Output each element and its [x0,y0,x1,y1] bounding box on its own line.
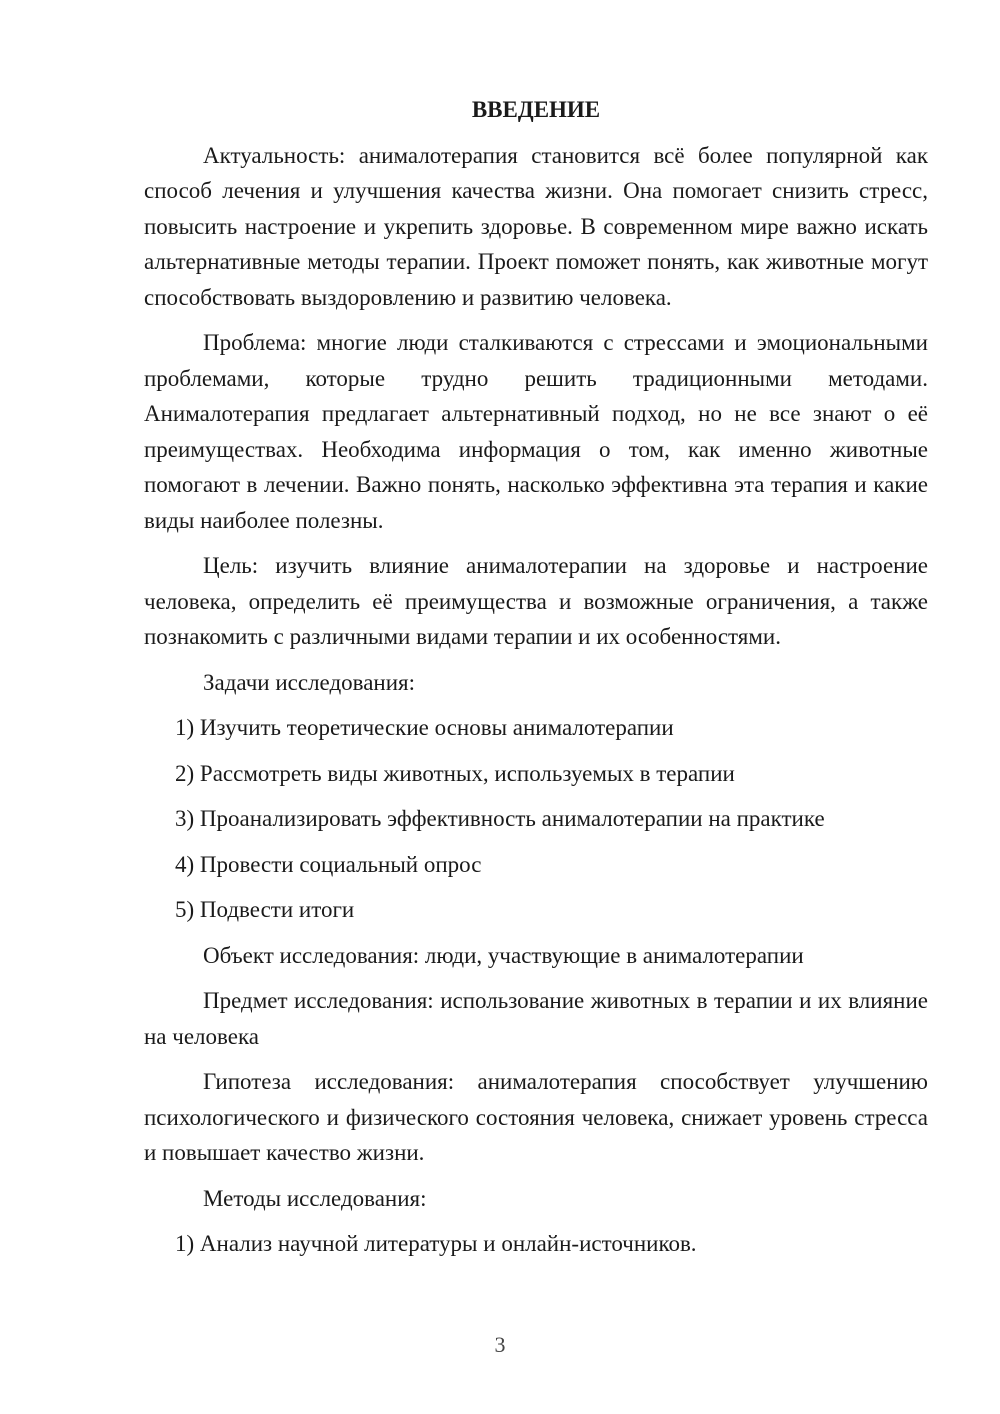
document-page [144,92,928,1272]
problem-paragraph: Проблема: многие люди сталкиваются с стрессами и эмоциональными проблемами, которые трудно решить традиционными методами. Анималотерапия предлагает альтернативный подход, но не все знают о её преимуществах. Необходима информация о том, как именно животные помогают в лечении. Важно понять, насколько эффективна эта терапия и какие виды наиболее полезны. [144,330,928,533]
relevance-paragraph: Актуальность: анималотерапия становится всё более популярной как способ лечения и улучшения качества жизни. Она помогает снизить стресс, повысить настроение и укрепить здоровье. В современном мире важно искать альтернативные методы терапии. Проект поможет понять, как животные могут способствовать выздоровлению и развитию человека. [144,142,928,310]
goal-paragraph: Цель: изучить влияние анималотерапии на здоровье и настроение человека, определить её преимущества и возможные ограничения, а также познакомить с различными видами терапии и их особенностями. [144,553,928,649]
methods-list [144,1226,928,1262]
method-item-1: 1) Анализ научной литературы и онлайн-источников. [175,1231,697,1256]
task-item-5: 5) Подвести итоги [175,897,355,922]
task-item-4: 4) Провести социальный опрос [175,851,482,877]
tasks-heading: Задачи исследования: [203,669,416,695]
task-item-1: 1) Изучить теоретические основы анималотерапии [175,715,674,740]
page-title: ВВЕДЕНИЕ [471,97,601,122]
task-item-3: 3) Проанализировать эффективность анималотерапии на практике [175,806,825,831]
methods-heading: Методы исследования: [203,1185,427,1211]
hypothesis-paragraph: Гипотеза исследования: анималотерапия способствует улучшению психологического и физического состояния человека, снижает уровень стресса и повышает качество жизни. [144,1069,928,1165]
tasks-list [144,710,928,928]
page-number: 3 [494,1332,506,1357]
object-paragraph: Объект исследования: люди, участвующие в анималотерапии [203,942,804,968]
task-item-2: 2) Рассмотреть виды животных, используемых в терапии [175,760,735,786]
subject-paragraph: Предмет исследования: использование животных в терапии и их влияние на человека [144,988,928,1049]
